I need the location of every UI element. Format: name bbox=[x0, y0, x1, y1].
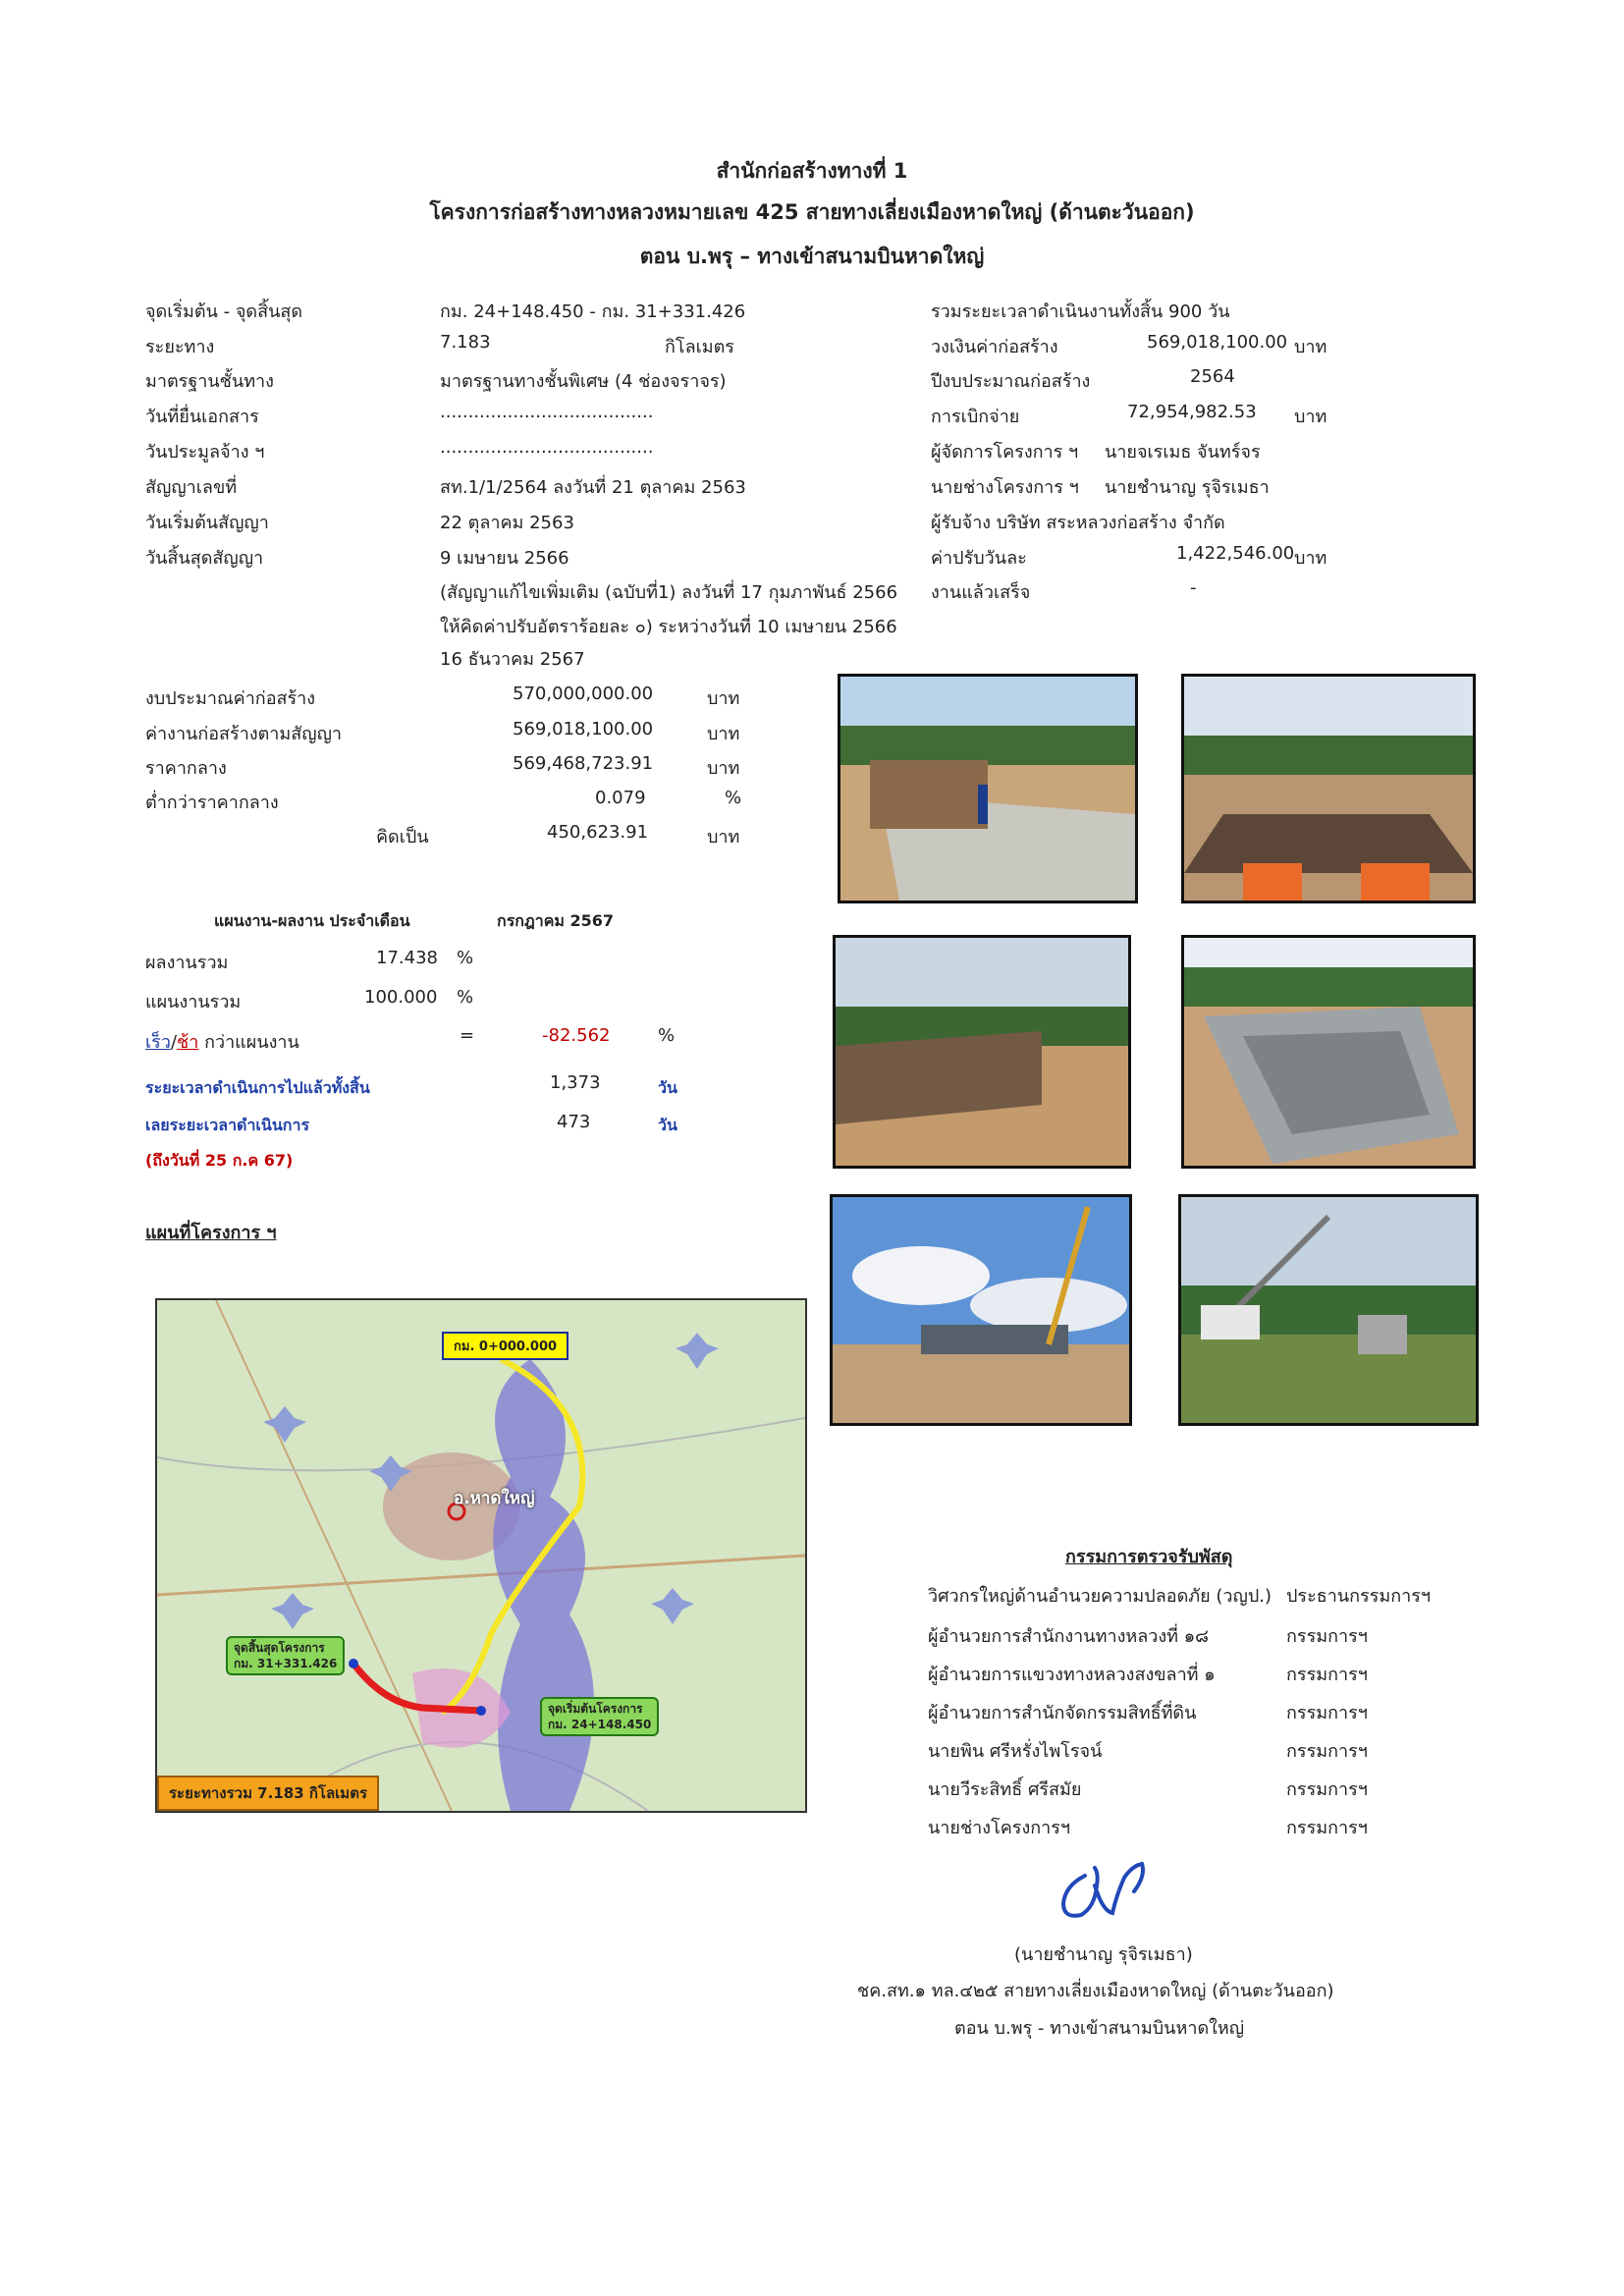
as-of-date: (ถึงวันที่ 25 ก.ค 67) bbox=[145, 1151, 294, 1170]
map-end-km: กม. 31+331.426 bbox=[234, 1657, 338, 1670]
budget-label: งบประมาณค่าก่อสร้าง bbox=[145, 688, 316, 709]
map-start-label: กม. 0+000.000 bbox=[442, 1332, 568, 1360]
progress-heading: แผนงาน-ผลงาน ประจำเดือน bbox=[214, 911, 410, 930]
fine-value: 1,422,546.00 bbox=[1176, 543, 1295, 564]
info-label: มาตรฐานชั้นทาง bbox=[145, 371, 274, 392]
info-value: กม. 24+148.450 - กม. 31+331.426 bbox=[440, 301, 746, 322]
finance-unit: บาท bbox=[1294, 407, 1327, 427]
info-value: 9 เมษายน 2566 bbox=[440, 548, 569, 569]
info-label: วันที่ยื่นเอกสาร bbox=[145, 407, 259, 427]
budget-unit: บาท bbox=[707, 724, 740, 744]
committee-member-name: นายพิน ศรีหรั่งไพโรจน์ bbox=[928, 1741, 1103, 1762]
slash-text: / bbox=[170, 1032, 178, 1053]
over-unit: วัน bbox=[658, 1116, 677, 1134]
signer-name: (นายชำนาญ รุจิรเมธา) bbox=[1014, 1944, 1193, 1965]
fine-unit: บาท bbox=[1294, 548, 1327, 569]
map-end-title: จุดสิ้นสุดโครงการ bbox=[234, 1641, 325, 1655]
site-photo bbox=[1181, 935, 1476, 1169]
finance-value: 2564 bbox=[1190, 366, 1235, 387]
manager-name: นายจเรเมธ จันทร์จร bbox=[1105, 442, 1261, 463]
map-city-label: อ.หาดใหญ่ bbox=[454, 1489, 535, 1508]
project-map bbox=[155, 1298, 807, 1813]
slow-text: ช้า bbox=[177, 1032, 199, 1053]
over-label: เลยระยะเวลาดำเนินการ bbox=[145, 1116, 310, 1134]
fast-slow-label bbox=[145, 1027, 299, 1056]
vs-plan-text: กว่าแผนงาน bbox=[198, 1032, 299, 1053]
site-photo bbox=[833, 935, 1131, 1169]
info-label: วันประมูลจ้าง ฯ bbox=[145, 442, 265, 463]
committee-member-role: กรรมการฯ bbox=[1286, 1665, 1368, 1685]
finance-label: ปีงบประมาณก่อสร้าง bbox=[931, 371, 1091, 392]
finance-label: การเบิกจ่าย bbox=[931, 407, 1020, 427]
progress-month: กรกฎาคม 2567 bbox=[497, 911, 615, 930]
finance-label: วงเงินค่าก่อสร้าง bbox=[931, 337, 1058, 357]
budget-value: 569,468,723.91 bbox=[513, 753, 654, 774]
site-photo-1-image bbox=[840, 677, 1135, 901]
fine-label: ค่าปรับวันละ bbox=[931, 548, 1027, 569]
budget-diff-label: คิดเป็น bbox=[376, 827, 429, 847]
committee-member-role: ประธานกรรมการฯ bbox=[1286, 1586, 1432, 1607]
equals-sign: = bbox=[460, 1025, 475, 1046]
committee-member-name: วิศวกรใหญ่ด้านอำนวยความปลอดภัย (วญป.) bbox=[928, 1586, 1272, 1607]
committee-member-role: กรรมการฯ bbox=[1286, 1741, 1368, 1762]
budget-value: 570,000,000.00 bbox=[513, 683, 654, 704]
budget-label: ค่างานก่อสร้างตามสัญญา bbox=[145, 724, 343, 744]
site-photo bbox=[830, 1194, 1132, 1426]
contract-note: 16 ธันวาคม 2567 bbox=[440, 649, 585, 670]
info-label: วันสิ้นสุดสัญญา bbox=[145, 548, 264, 569]
map-begin-km: กม. 24+148.450 bbox=[548, 1718, 652, 1731]
info-value: สท.1/1/2564 ลงวันที่ 21 ตุลาคม 2563 bbox=[440, 477, 746, 498]
budget-diff-unit: บาท bbox=[707, 827, 740, 847]
map-begin-title: จุดเริ่มต้นโครงการ bbox=[548, 1702, 643, 1716]
elapsed-value: 1,373 bbox=[550, 1072, 601, 1093]
engineer-label: นายช่างโครงการ ฯ bbox=[931, 477, 1079, 498]
site-photo-4-image bbox=[1184, 938, 1473, 1166]
budget-label: ต่ำกว่าราคากลาง bbox=[145, 793, 279, 813]
info-unit: กิโลเมตร bbox=[665, 337, 734, 357]
committee-member-role: กรรมการฯ bbox=[1286, 1818, 1368, 1838]
committee-member-role: กรรมการฯ bbox=[1286, 1703, 1368, 1723]
site-photo bbox=[838, 674, 1138, 903]
total-duration: รวมระยะเวลาดำเนินงานทั้งสิ้น 900 วัน bbox=[931, 301, 1230, 322]
project-title: โครงการก่อสร้างทางหลวงหมายเลข 425 สายทางเลี่ยงเมืองหาดใหญ่ (ด้านตะวันออก) bbox=[429, 200, 1195, 224]
manager-label: ผู้จัดการโครงการ ฯ bbox=[931, 442, 1079, 463]
actual-label: ผลงานรวม bbox=[145, 953, 229, 973]
committee-member-name: นายช่างโครงการฯ bbox=[928, 1818, 1071, 1838]
budget-value: 569,018,100.00 bbox=[513, 719, 654, 739]
map-begin-label bbox=[540, 1697, 659, 1736]
office-title: สำนักก่อสร้างทางที่ 1 bbox=[716, 159, 908, 183]
signer-section: ตอน บ.พรุ - ทางเข้าสนามบินหาดใหญ่ bbox=[954, 2018, 1245, 2039]
section-title: ตอน บ.พรุ – ทางเข้าสนามบินหาดใหญ่ bbox=[639, 245, 985, 268]
info-value: 7.183 bbox=[440, 332, 491, 353]
map-total-distance: ระยะทางรวม 7.183 กิโลเมตร bbox=[157, 1776, 379, 1811]
contract-note: (สัญญาแก้ไขเพิ่มเติม (ฉบับที่1) ลงวันที่ 17 กุมภาพันธ์ 2566 bbox=[440, 582, 898, 603]
plan-label: แผนงานรวม bbox=[145, 992, 242, 1012]
elapsed-label: ระยะเวลาดำเนินการไปแล้วทั้งสิ้น bbox=[145, 1078, 370, 1097]
budget-value: 0.079 bbox=[595, 788, 646, 808]
elapsed-unit: วัน bbox=[658, 1078, 677, 1097]
signer-position: ชค.สท.๑ ทล.๔๒๕ สายทางเลี่ยงเมืองหาดใหญ่ (ด้านตะวันออก) bbox=[857, 1981, 1334, 2001]
budget-label: ราคากลาง bbox=[145, 758, 227, 779]
diff-unit: % bbox=[658, 1025, 676, 1046]
budget-diff-value: 450,623.91 bbox=[547, 822, 649, 843]
actual-value: 17.438 bbox=[376, 948, 438, 968]
budget-unit: บาท bbox=[707, 758, 740, 779]
site-photo-3-image bbox=[836, 938, 1128, 1166]
contractor: ผู้รับจ้าง บริษัท สระหลวงก่อสร้าง จำกัด bbox=[931, 513, 1225, 533]
committee-member-role: กรรมการฯ bbox=[1286, 1626, 1368, 1647]
site-photo-6-image bbox=[1181, 1197, 1476, 1423]
site-photo-5-image bbox=[833, 1197, 1129, 1423]
plan-unit: % bbox=[457, 987, 474, 1008]
info-label: ระยะทาง bbox=[145, 337, 215, 357]
over-value: 473 bbox=[557, 1112, 591, 1132]
map-heading: แผนที่โครงการ ฯ bbox=[145, 1223, 277, 1243]
diff-value: -82.562 bbox=[542, 1025, 611, 1046]
finished-label: งานแล้วเสร็จ bbox=[931, 582, 1031, 603]
info-label: จุดเริ่มต้น - จุดสิ้นสุด bbox=[145, 301, 303, 322]
info-label: สัญญาเลขที่ bbox=[145, 477, 238, 498]
signature-mark bbox=[1056, 1856, 1154, 1927]
info-value: ...................................... bbox=[440, 437, 654, 458]
site-photo bbox=[1181, 674, 1476, 903]
committee-member-name: ผู้อำนวยการสำนักงานทางหลวงที่ ๑๘ bbox=[928, 1626, 1210, 1647]
engineer-name: นายชำนาญ รุจิรเมธา bbox=[1105, 477, 1270, 498]
budget-unit: บาท bbox=[707, 688, 740, 709]
map-graphic bbox=[157, 1300, 805, 1811]
committee-member-name: ผู้อำนวยการแขวงทางหลวงสงขลาที่ ๑ bbox=[928, 1665, 1216, 1685]
actual-unit: % bbox=[457, 948, 474, 968]
site-photo-2-image bbox=[1184, 677, 1473, 901]
site-photo bbox=[1178, 1194, 1479, 1426]
map-end-label bbox=[226, 1636, 345, 1675]
info-label: วันเริ่มต้นสัญญา bbox=[145, 513, 269, 533]
info-value: มาตรฐานทางชั้นพิเศษ (4 ช่องจราจร) bbox=[440, 371, 727, 392]
plan-value: 100.000 bbox=[364, 987, 438, 1008]
finance-value: 72,954,982.53 bbox=[1127, 402, 1257, 422]
finished-value: - bbox=[1190, 577, 1197, 598]
info-value: 22 ตุลาคม 2563 bbox=[440, 513, 574, 533]
committee-member-name: ผู้อำนวยการสำนักจัดกรรมสิทธิ์ที่ดิน bbox=[928, 1703, 1197, 1723]
finance-unit: บาท bbox=[1294, 337, 1327, 357]
committee-member-name: นายวีระสิทธิ์ ศรีสมัย bbox=[928, 1779, 1082, 1800]
committee-heading: กรรมการตรวจรับพัสดุ bbox=[1065, 1547, 1233, 1567]
budget-unit: % bbox=[725, 788, 742, 808]
committee-member-role: กรรมการฯ bbox=[1286, 1779, 1368, 1800]
info-value: ...................................... bbox=[440, 402, 654, 422]
fast-text: เร็ว bbox=[145, 1032, 171, 1053]
contract-note: ให้คิดค่าปรับอัตราร้อยละ ๐) ระหว่างวันที่ 10 เมษายน 2566 bbox=[440, 617, 897, 637]
finance-value: 569,018,100.00 bbox=[1147, 332, 1288, 353]
